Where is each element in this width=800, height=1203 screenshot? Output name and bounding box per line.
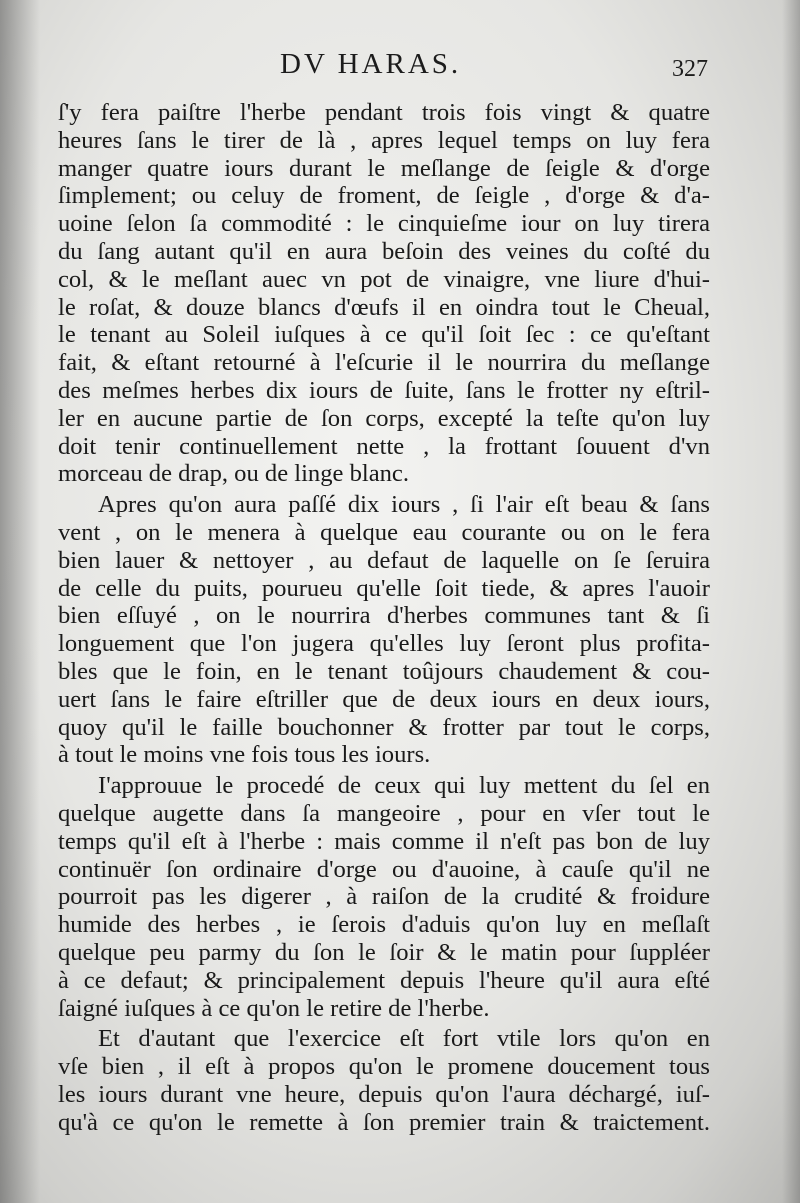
text-line: les iours durant vne heure, depuis qu'on l'aura déchargé, iuſ-	[58, 1080, 710, 1108]
text-line: manger quatre iours durant le meſlange de ſeigle & d'orge	[58, 154, 710, 182]
text-line: humide des herbes , ie ſerois d'aduis qu'on luy en meſlaſt	[58, 911, 710, 939]
gutter-shadow	[0, 0, 40, 1203]
text-line: bien eſſuyé , on le nourrira d'herbes communes tant & ſi	[58, 602, 710, 630]
text-line: de celle du puits, pourueu qu'elle ſoit tiede, & apres l'auoir	[58, 574, 710, 602]
page-edge-shadow	[782, 0, 800, 1203]
text-line: ler en aucune partie de ſon corps, excepté la teſte qu'on luy	[58, 404, 710, 432]
text-line: morceau de drap, ou de linge blanc.	[58, 460, 410, 488]
text-line: I'approuue le procedé de ceux qui luy mettent du ſel en	[98, 772, 710, 800]
text-line: ſaigné iuſques à ce qu'on le retire de l'herbe.	[58, 994, 490, 1022]
text-line: fait, & eſtant retourné à l'eſcurie il le nourrira du meſlange	[58, 349, 710, 377]
paragraph-4	[58, 1025, 710, 1136]
text-line: Et d'autant que l'exercice eſt fort vtile lors qu'on en	[98, 1025, 710, 1053]
paragraph-3	[58, 772, 710, 1022]
text-line: temps qu'il eſt à l'herbe : mais comme il n'eſt pas bon de luy	[58, 827, 710, 855]
text-line: Apres qu'on aura paſſé dix iours , ſi l'air eſt beau & ſans	[98, 491, 710, 519]
text-line: des meſmes herbes dix iours de ſuite, ſans le frotter ny eſtril-	[58, 376, 710, 404]
text-line: ſimplement; ou celuy de froment, de ſeigle , d'orge & d'a-	[58, 182, 710, 210]
text-line: pourroit pas les digerer , à raiſon de la crudité & froidure	[58, 883, 710, 911]
text-line: continuër ſon ordinaire d'orge ou d'auoine, à cauſe qu'il ne	[58, 855, 710, 883]
text-line: heures ſans le tirer de là , apres lequel temps on luy fera	[58, 126, 710, 154]
text-line: qu'à ce qu'on le remette à ſon premier train & traictement.	[58, 1108, 710, 1136]
text-line: le tenant au Soleil iuſques à ce qu'il ſoit ſec : ce qu'eſtant	[58, 321, 710, 349]
text-line: quelque peu parmy du ſon le ſoir & le matin pour ſuppléer	[58, 938, 710, 966]
text-line: vent , on le menera à quelque eau courante ou on le fera	[58, 518, 710, 546]
running-head: DV HARAS.	[280, 48, 462, 80]
text-line: quoy qu'il le faille bouchonner & frotter par tout le corps,	[58, 713, 710, 741]
body-text	[58, 99, 710, 1136]
text-line: quelque augette dans ſa mangeoire , pour en vſer tout le	[58, 799, 710, 827]
text-line: doit tenir continuellement nette , la frottant ſouuent d'vn	[58, 432, 710, 460]
text-line: ſ'y fera paiſtre l'herbe pendant trois fois vingt & quatre	[58, 99, 710, 126]
text-line: vſe bien , il eſt à propos qu'on le promene doucement tous	[58, 1053, 710, 1081]
page-number: 327	[672, 56, 708, 82]
text-line: longuement que l'on jugera qu'elles luy ſeront plus profita-	[58, 630, 710, 658]
text-line: le roſat, & douze blancs d'œufs il en oindra tout le Cheual,	[58, 293, 710, 321]
text-line: du ſang autant qu'il en aura beſoin des veines du coſté du	[58, 237, 710, 265]
text-line: col, & le meſlant auec vn pot de vinaigre, vne liure d'hui-	[58, 265, 710, 293]
paragraph-2	[58, 491, 710, 769]
text-line: uert ſans le faire eſtriller que de deux iours en deux iours,	[58, 685, 710, 713]
text-line: à ce defaut; & principalement depuis l'heure qu'il aura eſté	[58, 966, 710, 994]
paragraph-1	[58, 99, 710, 488]
text-line: uoine ſelon ſa commodité : le cinquieſme iour on luy tirera	[58, 210, 710, 238]
text-line: bles que le foin, en le tenant toûjours chaudement & cou-	[58, 657, 710, 685]
text-line: à tout le moins vne fois tous les iours.	[58, 741, 431, 769]
text-line: bien lauer & nettoyer , au defaut de laquelle on ſe ſeruira	[58, 546, 710, 574]
